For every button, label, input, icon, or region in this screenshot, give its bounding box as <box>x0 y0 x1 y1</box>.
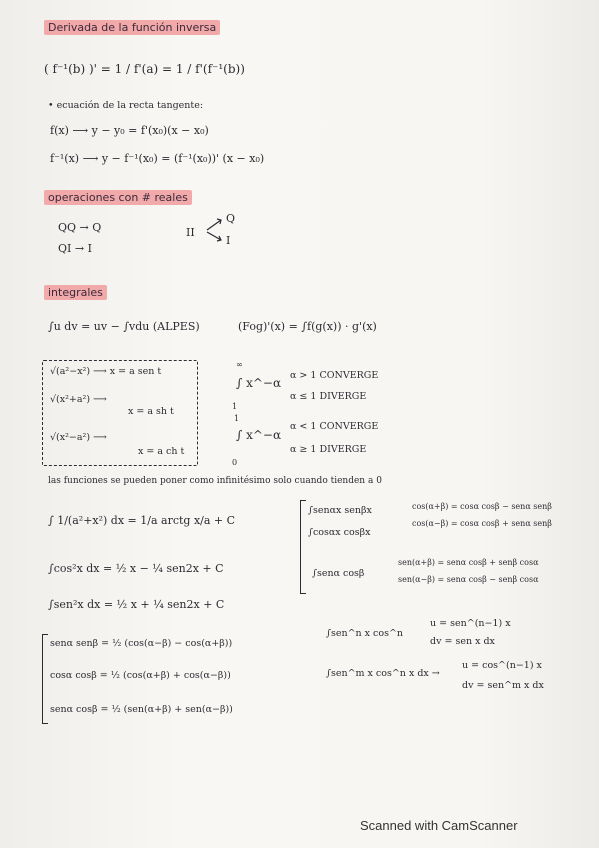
tangent-line-finv: f⁻¹(x) ⟶ y − f⁻¹(x₀) = (f⁻¹(x₀))' (x − x₀) <box>50 152 265 165</box>
improper2-upper-limit: 1 <box>234 414 240 423</box>
substitution-sh: √(x²+a²) ⟶ <box>50 394 107 405</box>
heading-integrales: integrales <box>44 285 107 300</box>
improper1-upper-limit: ∞ <box>236 360 243 369</box>
sen-squared-integral: ∫sen²x dx = ½ x + ¼ sen2x + C <box>48 598 225 611</box>
heading-inverse: Derivada de la función inversa <box>44 20 220 35</box>
substitution-sh-result: x = a sh t <box>128 406 174 417</box>
rule-ii: II <box>186 226 195 239</box>
integration-by-parts: ∫u dv = uv − ∫vdu (ALPES) <box>48 320 200 333</box>
improper2-converge: α < 1 CONVERGE <box>290 421 379 432</box>
product-result-3: sen(α+β) = senα cosβ + senβ cosα <box>398 558 539 567</box>
product-sen-sen: ∫senαx senβx <box>308 505 372 516</box>
arctg-integral: ∫ 1/(a²+x²) dx = 1/a arctg x/a + C <box>48 514 236 527</box>
improper2-lower-limit: 0 <box>232 458 238 467</box>
improper2-integral: ∫ x^−α <box>236 428 282 442</box>
improper1-converge: α > 1 CONVERGE <box>290 370 379 381</box>
infinitesimal-note: las funciones se pueden poner como infinitésimo solo cuando tienden a 0 <box>48 476 382 486</box>
rule-qq: QQ → Q <box>58 221 102 234</box>
substitution-sin: √(a²−x²) ⟶ x = a sen t <box>50 366 162 377</box>
cos-squared-integral: ∫cos²x dx = ½ x − ¼ sen2x + C <box>48 562 224 575</box>
rule-ii-q: Q <box>226 212 236 225</box>
improper2-diverge: α ≥ 1 DIVERGE <box>290 444 367 455</box>
power-integral-2: ∫sen^m x cos^n x dx → <box>326 668 440 679</box>
rule-qi: QI → I <box>58 242 92 255</box>
tangent-title: • ecuación de la recta tangente: <box>48 100 204 111</box>
camscanner-watermark: Scanned with CamScanner <box>360 818 518 833</box>
product-cos-cos: ∫cosαx cosβx <box>308 527 371 538</box>
identity-sen-cos: senα cosβ = ½ (sen(α+β) + sen(α−β)) <box>50 704 233 715</box>
improper1-diverge: α ≤ 1 DIVERGE <box>290 391 367 402</box>
ii-branch-arrows-icon <box>205 214 227 244</box>
heading-operaciones: operaciones con # reales <box>44 190 192 205</box>
rule-ii-i: I <box>226 234 231 247</box>
improper1-lower-limit: 1 <box>232 402 238 411</box>
power2-dv: dv = sen^m x dx <box>462 680 544 691</box>
product-result-1: cos(α+β) = cosα cosβ − senα senβ <box>412 502 552 511</box>
substitution-ch: √(x²−a²) ⟶ <box>50 432 107 443</box>
composition-rule: (Fog)'(x) = ∫f(g(x)) · g'(x) <box>238 320 377 333</box>
identity-sen-sen: senα senβ = ½ (cos(α−β) − cos(α+β)) <box>50 638 233 649</box>
identities-brace <box>42 634 43 724</box>
product-sen-cos: ∫senα cosβ <box>312 568 365 579</box>
improper1-integral: ∫ x^−α <box>236 376 282 390</box>
product-result-4: sen(α−β) = senα cosβ − senβ cosα <box>398 575 539 584</box>
power2-u: u = cos^(n−1) x <box>462 660 542 671</box>
inverse-derivative-formula: ( f⁻¹(b) )' = 1 / f'(a) = 1 / f'(f⁻¹(b)) <box>44 62 245 76</box>
product-result-2: cos(α−β) = cosα cosβ + senα senβ <box>412 519 552 528</box>
power1-u: u = sen^(n−1) x <box>430 618 511 629</box>
tangent-line-f: f(x) ⟶ y − y₀ = f'(x₀)(x − x₀) <box>50 124 209 137</box>
power1-dv: dv = sen x dx <box>430 636 495 647</box>
substitution-ch-result: x = a ch t <box>138 446 185 457</box>
identity-cos-cos: cosα cosβ = ½ (cos(α+β) + cos(α−β)) <box>50 670 231 681</box>
power-integral-1: ∫sen^n x cos^n <box>326 628 404 639</box>
product-brace <box>300 500 301 594</box>
